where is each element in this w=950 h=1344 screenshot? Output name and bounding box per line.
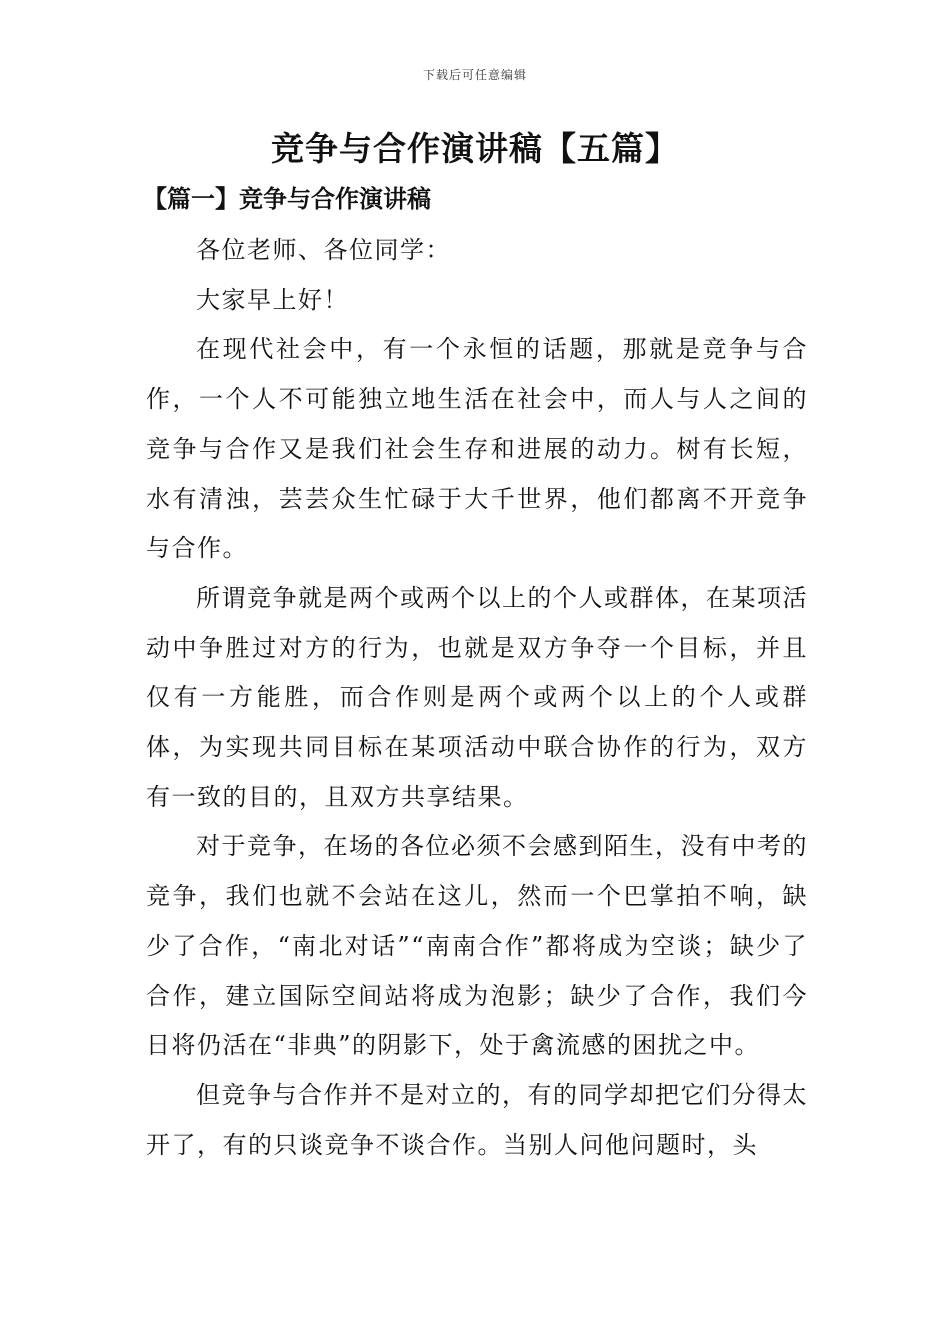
- salutation-paragraph: 大家早上好！: [196, 285, 349, 314]
- body-text: [146, 226, 808, 1170]
- document-title: 竞争与合作演讲稿【五篇】: [271, 129, 679, 168]
- body-paragraph: 所谓竞争就是两个或两个以上的个人或群体，在某项活动中争胜过对方的行为，也就是双方争夺一个目标，并且仅有一方能胜，而合作则是两个或两个以上的个人或群体，为实现共同目标在某项活动中联合协作的行为，双方有一致的目的，且双方共享结果。: [146, 583, 808, 811]
- body-paragraph: 对于竞争，在场的各位必须不会感到陌生，没有中考的竞争，我们也就不会站在这儿，然而一个巴掌拍不响，缺少了合作，“南北对话”“南南合作”都将成为空谈；缺少了合作，建立国际空间站将成为泡影；缺少了合作，我们今日将仍活在“非典”的阴影下，处于禽流感的困扰之中。: [146, 832, 808, 1060]
- greeting-paragraph: 各位老师、各位同学：: [196, 236, 451, 264]
- header-note: 下载后可任意编辑: [422, 68, 527, 82]
- body-paragraph: 但竞争与合作并不是对立的，有的同学却把它们分得太开了，有的只谈竞争不谈合作。当别人问他问题时，头: [146, 1080, 808, 1159]
- section-heading: 【篇一】竞争与合作演讲稿: [143, 184, 431, 213]
- body-paragraph: 在现代社会中，有一个永恒的话题，那就是竞争与合作，一个人不可能独立地生活在社会中，而人与人之间的竞争与合作又是我们社会生存和进展的动力。树有长短，水有清浊，芸芸众生忙碌于大千世界，他们都离不开竞争与合作。: [146, 335, 808, 563]
